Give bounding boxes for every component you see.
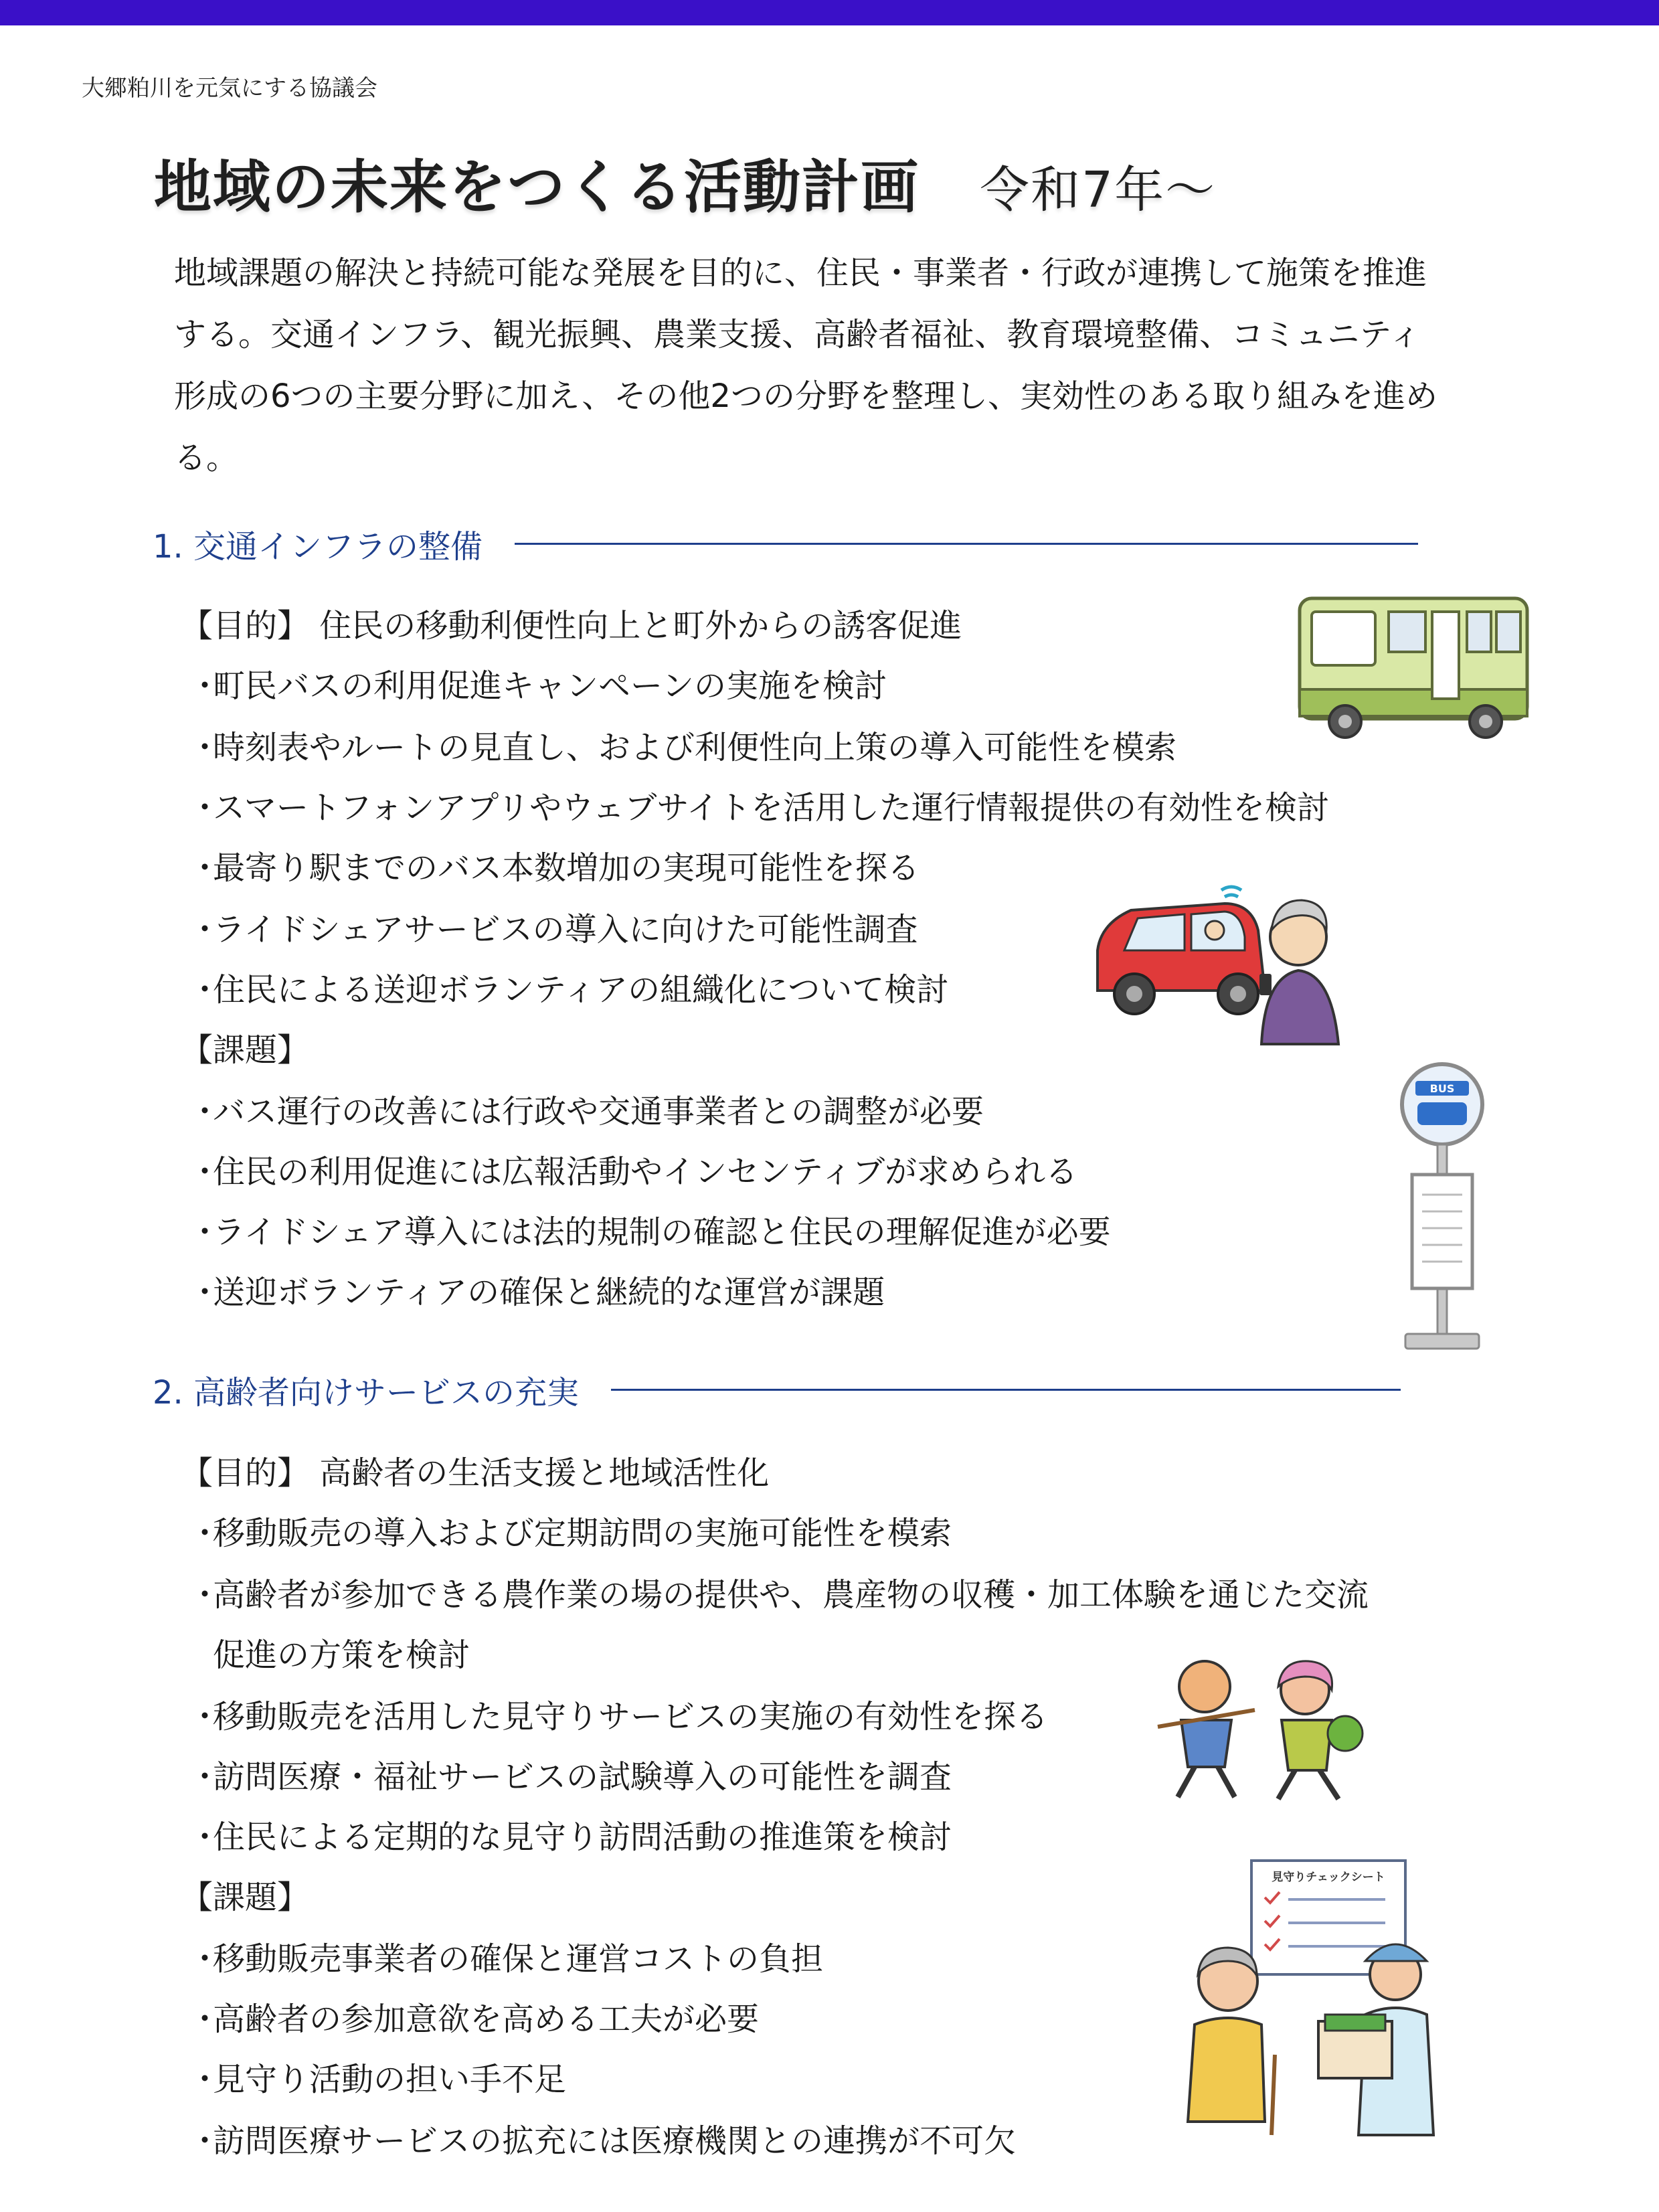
bus-stop-illustration xyxy=(1392,1061,1492,1355)
list-item: ・訪問医療・福祉サービスの試験導入の可能性を調査 xyxy=(189,1758,952,1796)
title-period: 令和7年～ xyxy=(980,161,1217,219)
list-item: ・高齢者の参加意欲を高める工夫が必要 xyxy=(189,2001,760,2038)
title-main: 地域の未来をつくる活動計画 xyxy=(154,154,920,221)
intro-paragraph: 地域課題の解決と持続可能な発展を目的に、住民・事業者・行政が連携して施策を推進する。交通インフラ、観光振興、農業支援、高齢者福祉、教育環境整備、コミュニティ形成の6つの主要分野に加え、その他2つの分野を整理し、実効性のある取り組みを進める。 xyxy=(174,254,1437,477)
list-item: ・町民バスの利用促進キャンペーンの実施を検討 xyxy=(189,667,887,705)
car-ride-illustration xyxy=(1084,863,1345,1051)
section2-header xyxy=(153,1367,1401,1413)
list-item: ・移動販売事業者の確保と運営コストの負担 xyxy=(189,1940,824,1978)
list-item: ・住民による送迎ボランティアの組織化について検討 xyxy=(189,971,949,1009)
section1-purpose: 【目的】 住民の移動利便性向上と町外からの誘客促進 xyxy=(181,607,962,645)
list-item: ・送迎ボランティアの確保と継続的な運営が課題 xyxy=(189,1274,885,1311)
list-item: ・訪問医療サービスの拡充には医療機関との連携が不可欠 xyxy=(189,2122,1017,2160)
list-item: ・移動販売の導入および定期訪問の実施可能性を模索 xyxy=(189,1515,952,1552)
section2-issues-label: 【課題】 xyxy=(181,1879,310,1916)
list-item: ・スマートフォンアプリやウェブサイトを活用した運行情報提供の有効性を検討 xyxy=(189,789,1330,827)
list-item: ・時刻表やルートの見直し、および利便性向上策の導入可能性を模索 xyxy=(189,729,1177,766)
bus-illustration xyxy=(1292,589,1539,743)
list-item: ・移動販売を活用した見守りサービスの実施の有効性を探る xyxy=(189,1698,1049,1735)
checklist-title: 見守りチェックシート xyxy=(1272,1871,1385,1884)
section1-heading: 1. 交通インフラの整備 xyxy=(153,528,483,566)
section1-rule xyxy=(515,543,1418,545)
walking-seniors-illustration xyxy=(1144,1646,1372,1807)
list-item: ・見守り活動の担い手不足 xyxy=(189,2061,567,2098)
list-item: ・最寄り駅までのバス本数増加の実現可能性を探る xyxy=(189,849,920,887)
list-item-continuation: 促進の方策を検討 xyxy=(213,1636,470,1674)
section2-purpose: 【目的】 高齢者の生活支援と地域活性化 xyxy=(181,1454,770,1492)
list-item: ・高齢者が参加できる農作業の場の提供や、農産物の収穫・加工体験を通じた交流 xyxy=(189,1576,1369,1614)
section2-heading: 2. 高齢者向けサービスの充実 xyxy=(153,1374,580,1412)
list-item: ・ライドシェアサービスの導入に向けた可能性調査 xyxy=(189,911,918,948)
section1-header xyxy=(153,521,1418,567)
section1-issues-label: 【課題】 xyxy=(181,1031,310,1069)
organization-name: 大郷粕川を元気にする協議会 xyxy=(82,75,377,102)
watch-service-illustration xyxy=(1164,1854,1459,2142)
section2-rule xyxy=(611,1389,1401,1391)
list-item: ・バス運行の改善には行政や交通事業者との調整が必要 xyxy=(189,1093,984,1130)
bus-stop-sign-text: BUS xyxy=(1429,1082,1455,1095)
list-item: ・住民の利用促進には広報活動やインセンティブが求められる xyxy=(189,1153,1078,1191)
page-title xyxy=(154,141,1216,224)
list-item: ・住民による定期的な見守り訪問活動の推進策を検討 xyxy=(189,1818,952,1856)
top-accent-bar xyxy=(0,0,1659,25)
list-item: ・ライドシェア導入には法的規制の確認と住民の理解促進が必要 xyxy=(189,1213,1111,1251)
